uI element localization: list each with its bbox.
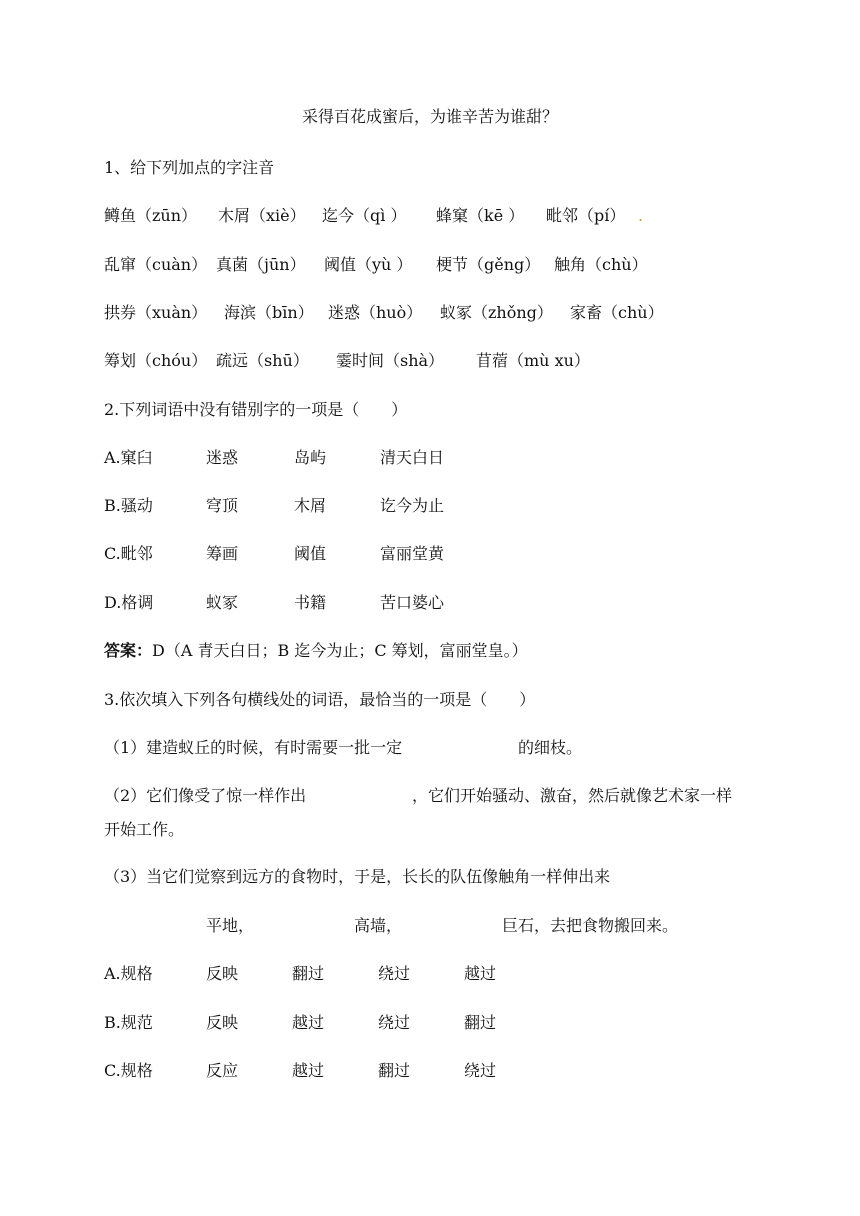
option-word: A.规格 — [104, 964, 153, 983]
option-word: 越过 — [464, 964, 497, 983]
option-word: 翻过 — [378, 1061, 411, 1080]
pinyin-item: 疏远（shū） — [216, 351, 309, 370]
q2-heading: 2.下列词语中没有错别字的一项是（ ） — [104, 400, 408, 419]
pinyin-item: 家畜（chù） — [570, 303, 664, 322]
q3-sentence-2 — [104, 786, 732, 806]
q3-heading: 3.依次填入下列各句横线处的词语，最恰当的一项是（ ） — [104, 690, 536, 709]
option-word: 清天白日 — [380, 448, 445, 467]
option-word: 木屑 — [294, 496, 327, 515]
pinyin-item: 真菌（jūn） — [216, 255, 306, 274]
option-word: 反映 — [206, 1013, 239, 1032]
sentence-text: 高墙， — [354, 916, 403, 935]
document-title: 采得百花成蜜后，为谁辛苦为谁甜？ — [301, 107, 558, 126]
pinyin-item: 梗节（gěng） — [436, 255, 541, 274]
pinyin-item: 木屑（xiè） — [218, 206, 306, 225]
option-word: 迷惑 — [206, 448, 239, 467]
q2-answer — [104, 641, 528, 661]
option-word: 穹顶 — [206, 496, 239, 515]
option-word: 书籍 — [294, 593, 327, 612]
q1-row — [104, 206, 643, 226]
q3-sentence-2-cont: 开始工作。 — [104, 820, 185, 839]
q1-row — [104, 351, 590, 371]
answer-text: D（A 青天白日；B 迄今为止；C 筹划，富丽堂皇。） — [152, 641, 528, 660]
sentence-text: 巨石，去把食物搬回来。 — [502, 916, 679, 935]
option-word: 绕过 — [378, 1013, 411, 1032]
q1-row — [104, 255, 648, 275]
sentence-text: 平地， — [206, 916, 255, 935]
sentence-text: （1）建造蚁丘的时候，有时需要一批一定 — [104, 738, 403, 757]
option-word: A.窠臼 — [104, 448, 153, 467]
q1-row — [104, 303, 664, 323]
answer-label: 答案： — [104, 641, 153, 660]
pinyin-item: 拱券（xuàn） — [104, 303, 208, 322]
option-word: 翻过 — [292, 964, 325, 983]
q2-option-c — [104, 544, 444, 564]
option-word: 阈值 — [294, 544, 327, 563]
option-word: 反应 — [206, 1061, 239, 1080]
option-word: 翻过 — [464, 1013, 497, 1032]
sentence-text: ，它们开始骚动、激奋，然后就像艺术家一样 — [412, 786, 733, 805]
option-word: 筹画 — [206, 544, 239, 563]
option-word: 讫今为止 — [380, 496, 445, 515]
q3-option-c — [104, 1061, 496, 1081]
option-word: B.骚动 — [104, 496, 153, 515]
pinyin-item: 迄今（qì ） — [322, 206, 407, 225]
pinyin-item: 触角（chù） — [554, 255, 648, 274]
q2-option-a — [104, 448, 444, 468]
option-word: 绕过 — [378, 964, 411, 983]
pinyin-item: 乱窜（cuàn） — [104, 255, 208, 274]
pinyin-item: 鳟鱼（zūn） — [104, 206, 198, 225]
q2-option-b — [104, 496, 444, 516]
sentence-text: 的细枝。 — [518, 738, 583, 757]
option-word: B.规范 — [104, 1013, 153, 1032]
sentence-text: （2）它们像受了惊一样作出 — [104, 786, 307, 805]
option-word: 反映 — [206, 964, 239, 983]
option-word: C.毗邻 — [104, 544, 153, 563]
q1-heading: 1、给下列加点的字注音 — [104, 158, 275, 177]
pinyin-item: 霎时间（shà） — [336, 351, 445, 370]
q3-sentence-3-cont — [206, 916, 678, 936]
pinyin-item: 海滨（bīn） — [224, 303, 314, 322]
q3-option-b — [104, 1013, 496, 1033]
option-word: 苦口婆心 — [380, 593, 445, 612]
pinyin-item: 阈值（yù ） — [324, 255, 413, 274]
option-word: 蚁冢 — [206, 593, 239, 612]
option-word: 绕过 — [464, 1061, 497, 1080]
q3-option-a — [104, 964, 496, 984]
option-word: 岛屿 — [294, 448, 327, 467]
pinyin-item: 苜蓿（mù xu） — [476, 351, 590, 370]
pinyin-item: 筹划（chóu） — [104, 351, 208, 370]
option-word: D.格调 — [104, 593, 154, 612]
pinyin-item: 迷惑（huò） — [328, 303, 423, 322]
option-word: C.规格 — [104, 1061, 153, 1080]
option-word: 越过 — [292, 1013, 325, 1032]
pinyin-item: 毗邻（pí） — [546, 206, 626, 225]
q3-sentence-1 — [104, 738, 582, 758]
q3-sentence-3: （3）当它们觉察到远方的食物时，于是，长长的队伍像触角一样伸出来 — [104, 867, 611, 886]
pinyin-item: 蜂窠（kē ） — [436, 206, 525, 225]
pinyin-item: 蚁冢（zhǒng） — [440, 303, 553, 322]
q2-option-d — [104, 593, 444, 613]
dot-mark: . — [638, 206, 644, 225]
option-word: 越过 — [292, 1061, 325, 1080]
option-word: 富丽堂黄 — [380, 544, 445, 563]
